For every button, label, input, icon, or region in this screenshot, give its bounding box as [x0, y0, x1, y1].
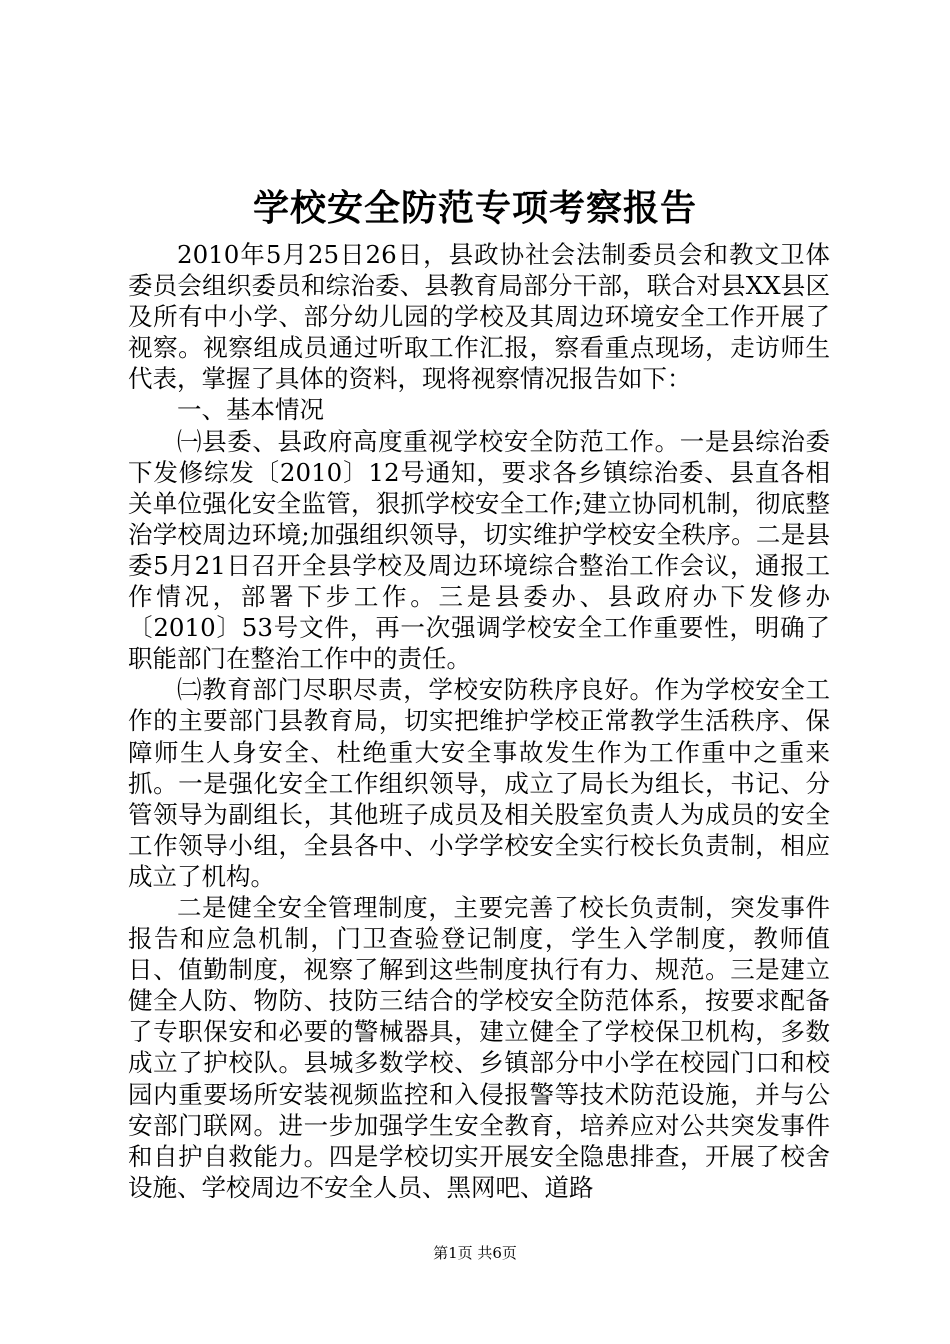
- page-number-footer: 第1页 共6页: [433, 1244, 517, 1262]
- paragraph-county-committee: ㈠县委、县政府高度重视学校安全防范工作。一是县综治委下发修综发〔2010〕12号通知，要求各乡镇综治委、县直各相关单位强化安全监管，狠抓学校安全工作;建立协同机制，彻底整治学校周边环境;加强组织领导，切实维护学校安全秩序。二是县委5月21日召开全县学校及周边环境综合整治工作会议，通报工作情况，部署下步工作。三是县委办、县政府办下发修办〔2010〕53号文件，再一次强调学校安全工作重要性，明确了职能部门在整治工作中的责任。: [128, 426, 830, 674]
- paragraph-intro: 2010年5月25日26日，县政协社会法制委员会和教文卫体委员会组织委员和综治委、县教育局部分干部，联合对县XX县区及所有中小学、部分幼儿园的学校及其周边环境安全工作开展了视察。视察组成员通过听取工作汇报，察看重点现场，走访师生代表，掌握了具体的资料，现将视察情况报告如下：: [128, 240, 830, 394]
- paragraph-education-department: ㈡教育部门尽职尽责，学校安防秩序良好。作为学校安全工作的主要部门县教育局，切实把维护学校正常教学生活秩序、保障师生人身安全、杜绝重大安全事故发生作为工作重中之重来抓。一是强化安全工作组织领导，成立了局长为组长，书记、分管领导为副组长，其他班子成员及相关股室负责人为成员的安全工作领导小组，全县各中、小学学校安全实行校长负责制，相应成立了机构。: [128, 675, 830, 891]
- section-heading-basic-situation: 一、基本情况: [177, 395, 324, 425]
- document-title: 学校安全防范专项考察报告: [252, 187, 697, 229]
- document-body: [128, 239, 830, 1203]
- paragraph-management-system: 二是健全安全管理制度，主要完善了校长负责制，突发事件报告和应急机制，门卫查验登记制度，学生入学制度，教师值日、值勤制度，视察了解到这些制度执行有力、规范。三是建立健全人防、物防、技防三结合的学校安全防范体系，按要求配备了专职保安和必要的警械器具，建立健全了学校保卫机构，多数成立了护校队。县城多数学校、乡镇部分中小学在校园门口和校园内重要场所安装视频监控和入侵报警等技术防范设施，并与公安部门联网。进一步加强学生安全教育，培养应对公共突发事件和自护自救能力。四是学校切实开展安全隐患排查，开展了校舍设施、学校周边不安全人员、黑网吧、道路: [128, 892, 830, 1202]
